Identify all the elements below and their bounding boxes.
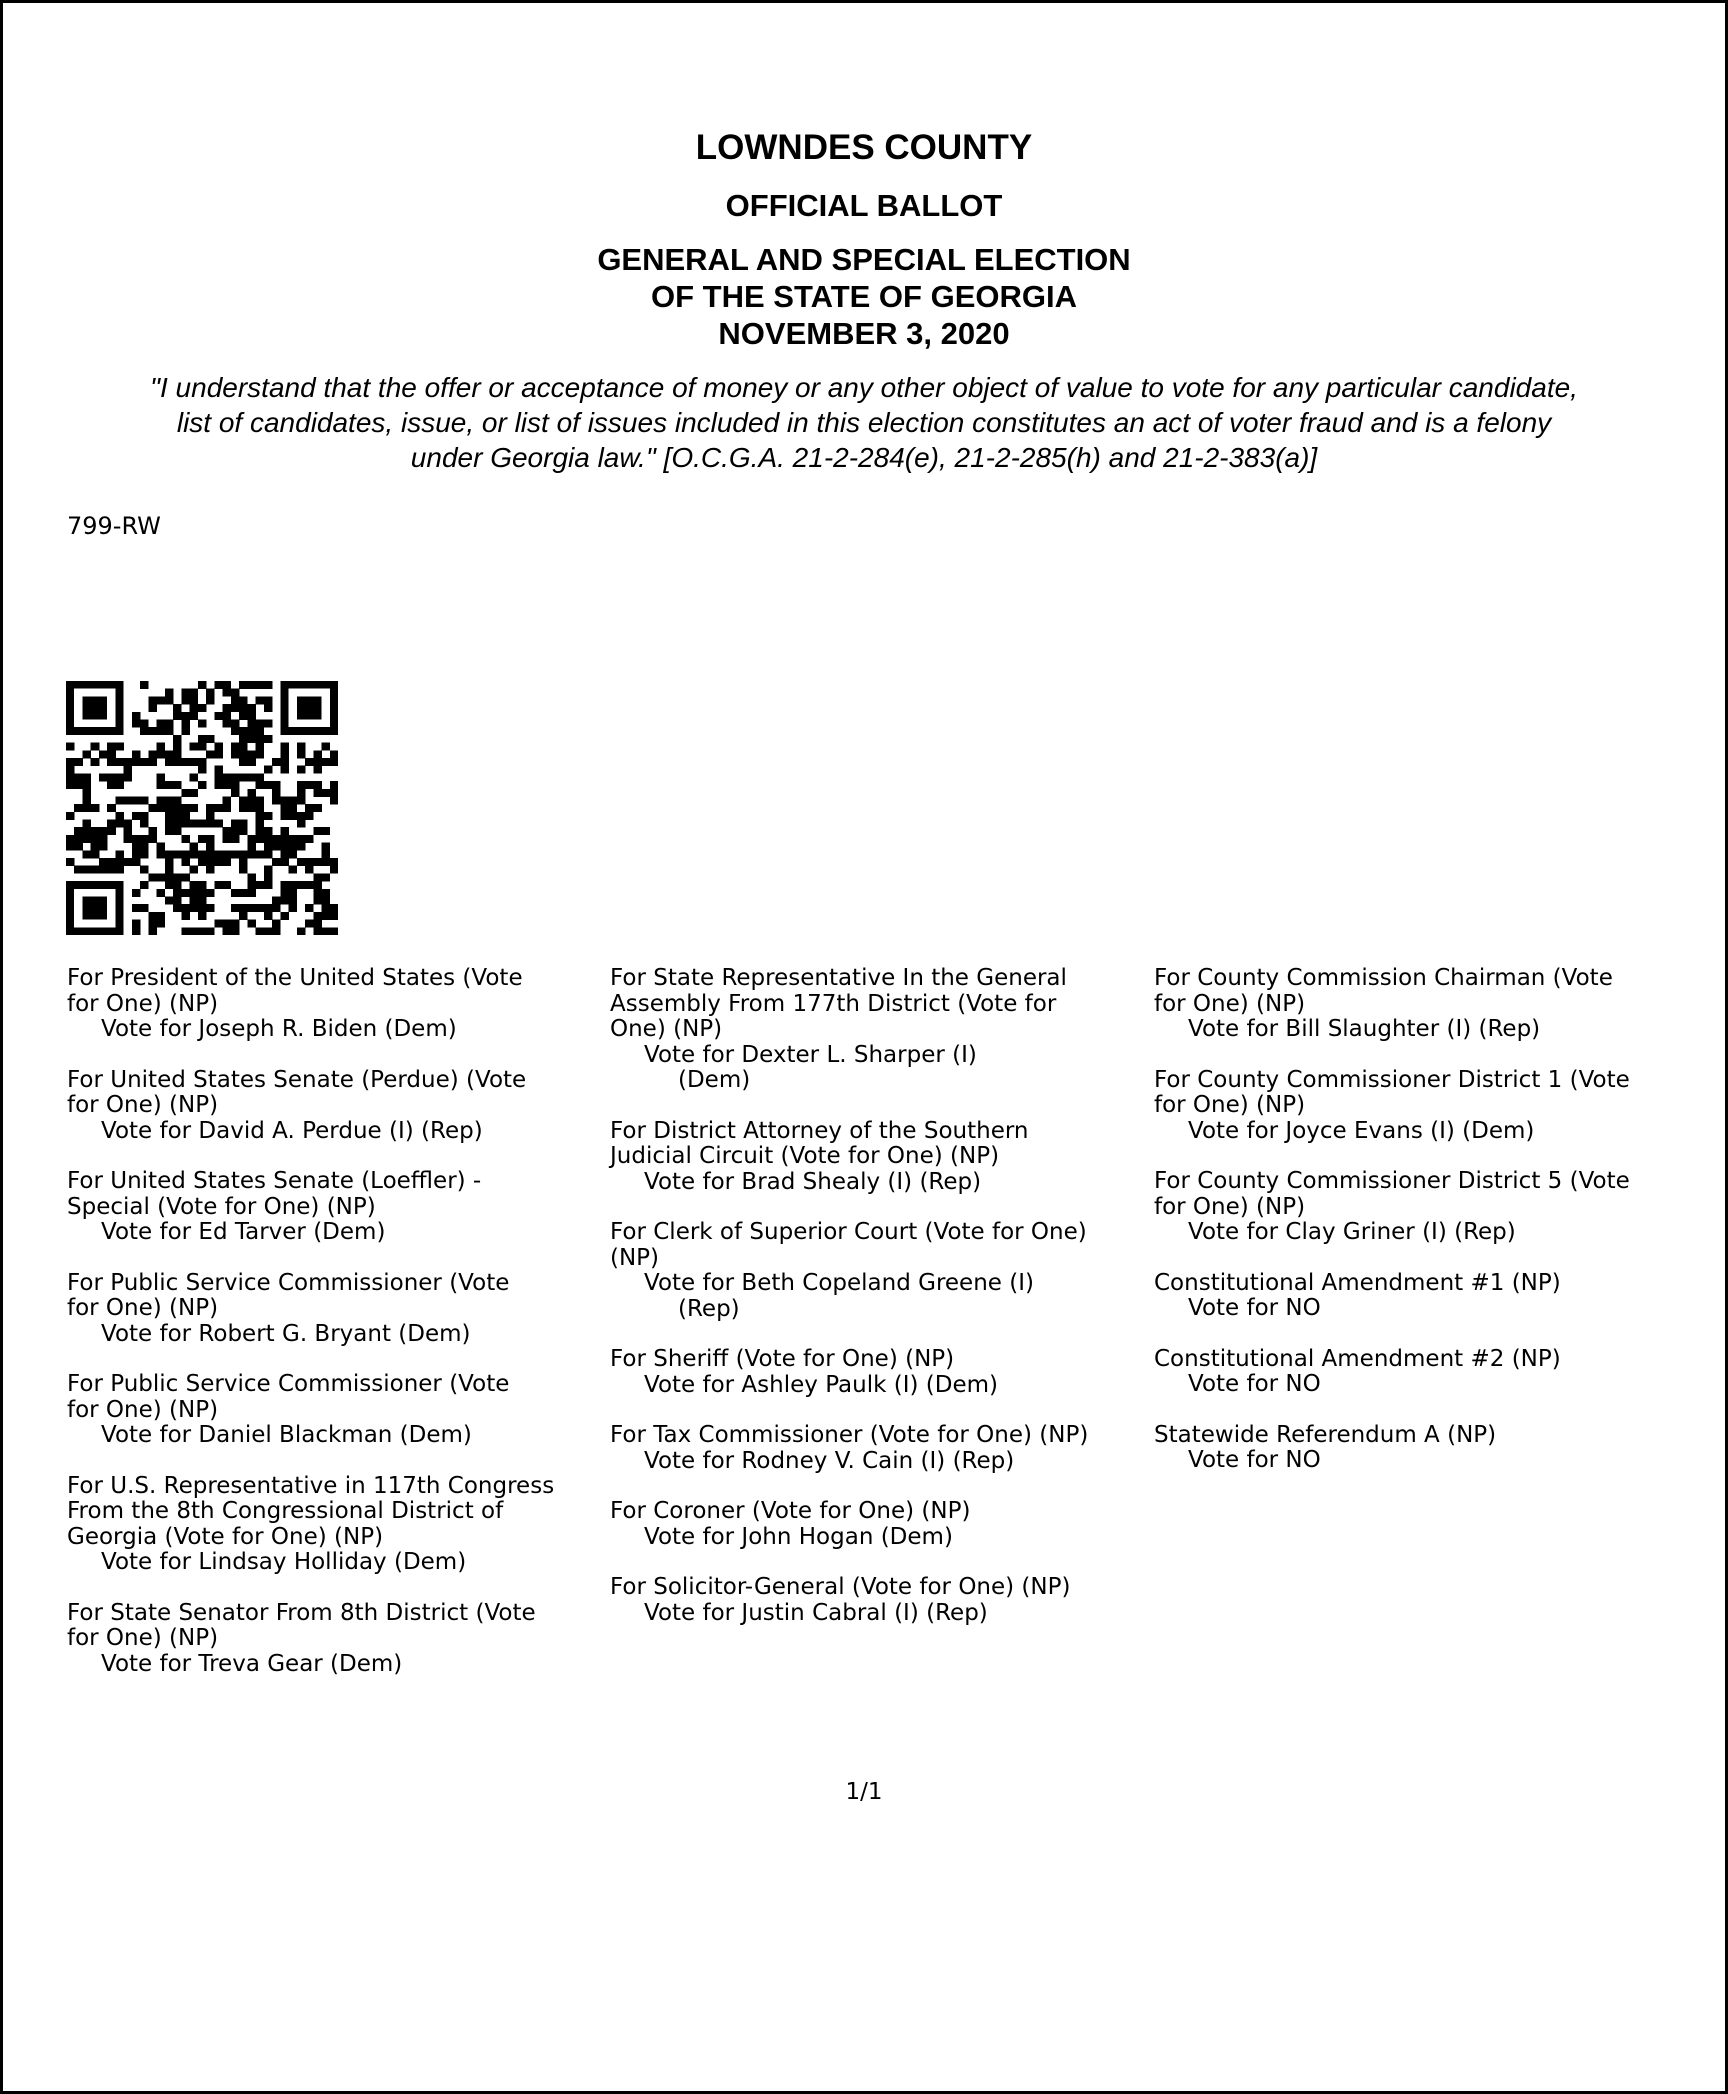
ballot-contest <box>610 1575 1150 1626</box>
contest-selection <box>67 1322 597 1348</box>
oath-line: "I understand that the offer or acceptance of money or any other object of value to vote for any particular candidate, <box>150 372 1578 403</box>
contest-selection-line: Vote for Robert G. Bryant (Dem) <box>101 1320 471 1347</box>
contest-office-line: for One) (NP) <box>67 1295 219 1321</box>
contest-selection-line: Vote for Daniel Blackman (Dem) <box>101 1422 472 1448</box>
contest-selection-line: Vote for Justin Cabral (I) (Rep) <box>644 1599 988 1626</box>
election-title <box>0 241 1728 352</box>
contest-office-line: For County Commission Chairman (Vote <box>1154 965 1613 991</box>
contest-selection-line: Vote for Joseph R. Biden (Dem) <box>101 1016 457 1042</box>
contest-office <box>1154 1169 1714 1220</box>
qr-code-icon <box>66 681 338 935</box>
contest-office <box>67 1601 597 1652</box>
ballot-contest <box>1154 1271 1714 1322</box>
voter-oath-statement <box>60 370 1668 475</box>
county-title: LOWNDES COUNTY <box>695 128 1033 167</box>
election-title-line2: OF THE STATE OF GEORGIA <box>651 279 1077 314</box>
contest-office-line: For Coroner (Vote for One) (NP) <box>610 1498 971 1524</box>
contest-selection <box>1154 1017 1714 1043</box>
contest-office-line: For State Senator From 8th District (Vote <box>67 1599 536 1626</box>
contest-office-line: for One) (NP) <box>67 1092 219 1118</box>
contest-office-line: Judicial Circuit (Vote for One) (NP) <box>610 1143 1000 1169</box>
contest-office <box>67 1068 597 1119</box>
contest-office-line: For Clerk of Superior Court (Vote for One) <box>610 1219 1087 1245</box>
contest-selection-line: Vote for Beth Copeland Greene (I) <box>644 1270 1034 1296</box>
contest-office-line: For Solicitor-General (Vote for One) (NP) <box>610 1574 1071 1600</box>
contest-office-line: Georgia (Vote for One) (NP) <box>67 1523 384 1550</box>
oath-line: under Georgia law." [O.C.G.A. 21-2-284(e), 21-2-285(h) and 21-2-383(a)] <box>410 442 1318 473</box>
contest-office <box>1154 1068 1714 1119</box>
contest-selection-line: (Rep) <box>678 1295 740 1322</box>
contest-selection <box>610 1525 1150 1551</box>
contest-selection <box>67 1423 597 1449</box>
contest-selection <box>1154 1296 1714 1322</box>
ballot-contest <box>610 1119 1150 1196</box>
contest-office <box>610 1423 1150 1449</box>
ballot-contest <box>610 1347 1150 1398</box>
ballot-column-3 <box>1154 966 1714 1499</box>
contest-selection <box>1154 1119 1714 1145</box>
ballot-contest <box>67 966 597 1043</box>
contest-office-line: For Tax Commissioner (Vote for One) (NP) <box>610 1422 1089 1448</box>
contest-office <box>610 1119 1150 1170</box>
contest-office-line: Assembly From 177th District (Vote for <box>610 990 1057 1017</box>
contest-selection <box>1154 1372 1714 1398</box>
contest-selection <box>610 1170 1150 1196</box>
contest-selection-line: (Dem) <box>678 1067 751 1093</box>
ballot-contest <box>610 1499 1150 1550</box>
ballot-contest <box>67 1068 597 1145</box>
contest-office <box>1154 1347 1714 1373</box>
contest-office-line: for One) (NP) <box>67 1396 219 1423</box>
contest-selection-line: Vote for Bill Slaughter (I) (Rep) <box>1188 1016 1541 1042</box>
contest-office <box>1154 1423 1714 1449</box>
ballot-column-2 <box>610 966 1150 1651</box>
contest-office-line: Constitutional Amendment #2 (NP) <box>1154 1345 1561 1372</box>
ballot-contest <box>67 1271 597 1348</box>
ballot-contest <box>1154 1169 1714 1246</box>
contest-office <box>1154 1271 1714 1297</box>
contest-office-line: Statewide Referendum A (NP) <box>1154 1421 1497 1448</box>
contest-selection-line: Vote for Dexter L. Sharper (I) <box>644 1041 977 1068</box>
ballot-contest <box>1154 1068 1714 1145</box>
contest-selection-line: Vote for NO <box>1188 1295 1321 1321</box>
contest-selection <box>1154 1448 1714 1474</box>
page-number: 1/1 <box>845 1779 883 1805</box>
contest-office <box>610 1220 1150 1271</box>
contest-selection-line: Vote for NO <box>1188 1371 1321 1397</box>
contest-selection-line: Vote for Ed Tarver (Dem) <box>101 1219 386 1245</box>
oath-line: list of candidates, issue, or list of issues included in this election constitutes an act of voter fraud and is a felony <box>176 407 1552 438</box>
contest-selection-line: Vote for Treva Gear (Dem) <box>101 1650 403 1677</box>
contest-selection-line: Vote for Rodney V. Cain (I) (Rep) <box>644 1447 1015 1474</box>
contest-office-line: (NP) <box>610 1244 660 1271</box>
ballot-type-title: OFFICIAL BALLOT <box>725 188 1003 223</box>
contest-selection <box>610 1043 1150 1094</box>
election-date: NOVEMBER 3, 2020 <box>718 316 1010 351</box>
contest-office <box>67 1474 597 1551</box>
contest-office-line: Constitutional Amendment #1 (NP) <box>1154 1269 1561 1296</box>
contest-office-line: For Public Service Commissioner (Vote <box>67 1371 510 1397</box>
contest-office <box>610 1575 1150 1601</box>
contest-office-line: for One) (NP) <box>1154 1092 1306 1118</box>
contest-office-line: for One) (NP) <box>1154 1193 1306 1220</box>
contest-office-line: Special (Vote for One) (NP) <box>67 1193 376 1220</box>
contest-office-line: From the 8th Congressional District of <box>67 1498 504 1524</box>
contest-selection-line: Vote for Lindsay Holliday (Dem) <box>101 1549 467 1575</box>
contest-selection <box>67 1220 597 1246</box>
contest-office-line: For Sheriff (Vote for One) (NP) <box>610 1346 955 1372</box>
contest-selection <box>610 1271 1150 1322</box>
contest-selection-line: Vote for David A. Perdue (I) (Rep) <box>101 1117 483 1144</box>
contest-office-line: For President of the United States (Vote <box>67 965 523 991</box>
contest-office-line: For United States Senate (Perdue) (Vote <box>67 1066 527 1093</box>
contest-selection <box>1154 1220 1714 1246</box>
ballot-contest <box>610 966 1150 1094</box>
contest-selection <box>610 1449 1150 1475</box>
page-border-top <box>0 0 1728 3</box>
contest-office-line: For Public Service Commissioner (Vote <box>67 1269 510 1296</box>
contest-office-line: For United States Senate (Loeffler) - <box>67 1168 482 1194</box>
contest-selection <box>610 1601 1150 1627</box>
contest-selection-line: Vote for Brad Shealy (I) (Rep) <box>644 1168 982 1195</box>
contest-office-line: One) (NP) <box>610 1016 723 1042</box>
ballot-style-code: 799-RW <box>67 512 161 540</box>
contest-office-line: For U.S. Representative in 117th Congress <box>67 1472 555 1499</box>
ballot-column-1 <box>67 966 597 1702</box>
contest-office-line: for One) (NP) <box>67 990 219 1017</box>
contest-selection <box>67 1017 597 1043</box>
ballot-contest <box>1154 966 1714 1043</box>
contest-office-line: For State Representative In the General <box>610 965 1067 991</box>
ballot-contest <box>610 1220 1150 1322</box>
contest-selection-line: Vote for Joyce Evans (I) (Dem) <box>1188 1117 1535 1144</box>
ballot-contest <box>67 1372 597 1449</box>
contest-selection-line: Vote for NO <box>1188 1447 1321 1473</box>
contest-office <box>610 1499 1150 1525</box>
ballot-contest <box>1154 1347 1714 1398</box>
contest-office-line: for One) (NP) <box>1154 990 1306 1017</box>
ballot-contest <box>1154 1423 1714 1474</box>
contest-office-line: For County Commissioner District 5 (Vote <box>1154 1168 1630 1194</box>
election-title-line1: GENERAL AND SPECIAL ELECTION <box>597 242 1131 277</box>
contest-selection-line: Vote for Clay Griner (I) (Rep) <box>1188 1219 1516 1245</box>
contest-selection <box>67 1652 597 1678</box>
ballot-contest <box>610 1423 1150 1474</box>
ballot-contest <box>67 1601 597 1678</box>
contest-office <box>1154 966 1714 1017</box>
contest-office <box>67 1169 597 1220</box>
ballot-contest <box>67 1474 597 1576</box>
contest-office <box>610 966 1150 1043</box>
contest-office <box>67 1372 597 1423</box>
contest-selection <box>610 1373 1150 1399</box>
contest-selection <box>67 1119 597 1145</box>
contest-selection-line: Vote for John Hogan (Dem) <box>644 1523 953 1550</box>
contest-office-line: For District Attorney of the Southern <box>610 1117 1029 1144</box>
contest-office <box>67 1271 597 1322</box>
contest-selection-line: Vote for Ashley Paulk (I) (Dem) <box>644 1371 998 1398</box>
contest-selection <box>67 1550 597 1576</box>
contest-office <box>67 966 597 1017</box>
contest-office-line: for One) (NP) <box>67 1625 219 1651</box>
contest-office <box>610 1347 1150 1373</box>
ballot-contest <box>67 1169 597 1246</box>
contest-office-line: For County Commissioner District 1 (Vote <box>1154 1066 1630 1093</box>
